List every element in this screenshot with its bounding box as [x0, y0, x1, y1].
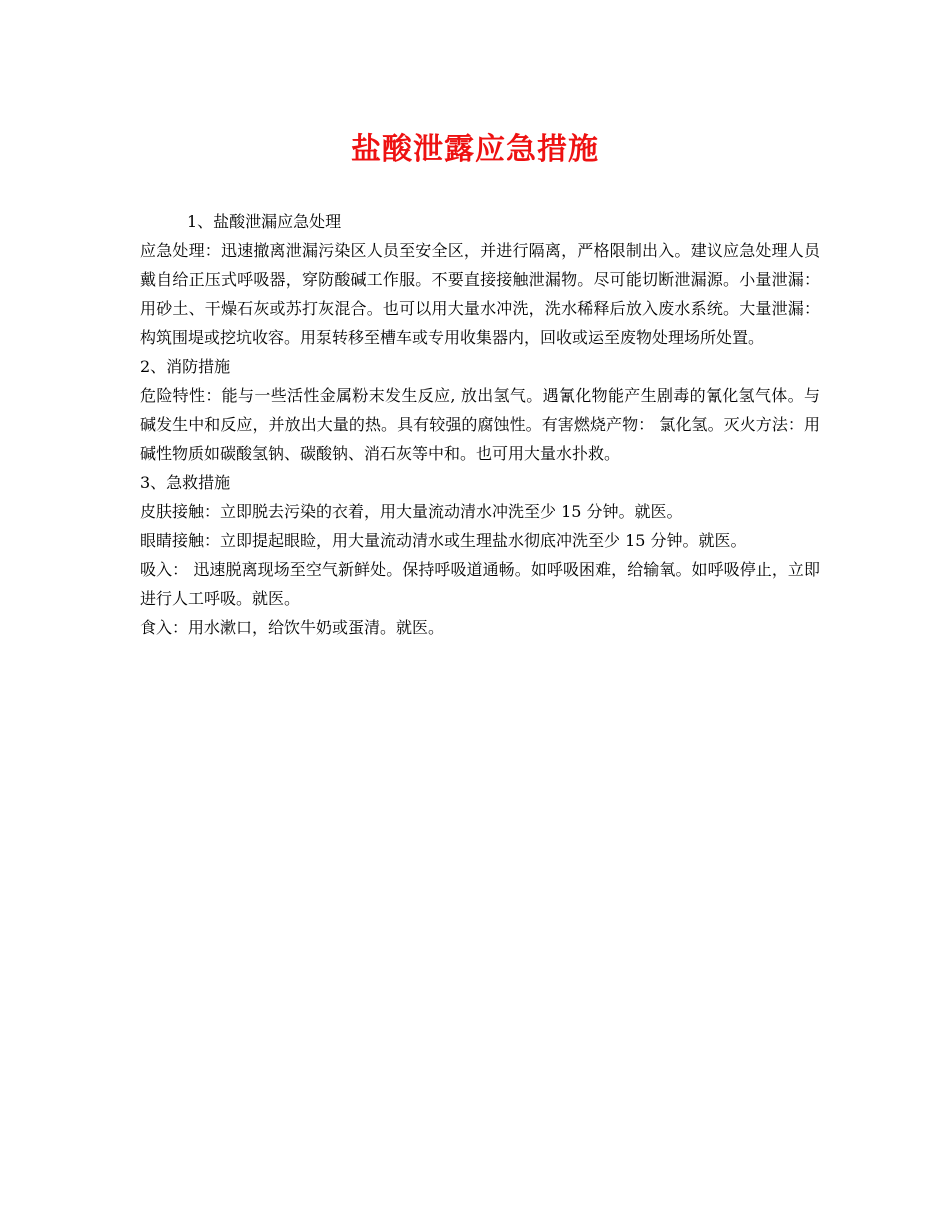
- section-heading-fire: 2、消防措施: [140, 357, 231, 376]
- paragraph-eye-contact: 眼睛接触：立即提起眼睑，用大量流动清水或生理盐水彻底冲洗至少 15 分钟。就医。: [140, 531, 747, 550]
- document-title: 盐酸泄露应急措施: [351, 132, 599, 167]
- paragraph-inhalation: 吸入： 迅速脱离现场至空气新鲜处。保持呼吸道通畅。如呼吸困难，给输氧。如呼吸停止，立即进行人工呼吸。就医。: [140, 560, 820, 608]
- document-body: [140, 207, 820, 642]
- paragraph-ingestion: 食入：用水漱口，给饮牛奶或蛋清。就医。: [140, 618, 445, 637]
- section-heading-first-aid: 3、急救措施: [140, 473, 231, 492]
- paragraph-fire-measures: 危险特性：能与一些活性金属粉末发生反应, 放出氢气。遇氰化物能产生剧毒的氰化氢气体。与碱发生中和反应，并放出大量的热。具有较强的腐蚀性。有害燃烧产物： 氯化氢。灭火方法：用碱性物质如碳酸氢钠、碳酸钠、消石灰等中和。也可用大量水扑救。: [140, 386, 820, 463]
- section-heading-leak: 1、盐酸泄漏应急处理: [187, 212, 342, 231]
- paragraph-leak-handling: 应急处理：迅速撤离泄漏污染区人员至安全区，并进行隔离，严格限制出入。建议应急处理人员戴自给正压式呼吸器，穿防酸碱工作服。不要直接接触泄漏物。尽可能切断泄漏源。小量泄漏：用砂土、干燥石灰或苏打灰混合。也可以用大量水冲洗，洗水稀释后放入废水系统。大量泄漏：构筑围堤或挖坑收容。用泵转移至槽车或专用收集器内，回收或运至废物处理场所处置。: [140, 241, 820, 347]
- paragraph-skin-contact: 皮肤接触：立即脱去污染的衣着，用大量流动清水冲洗至少 15 分钟。就医。: [140, 502, 683, 521]
